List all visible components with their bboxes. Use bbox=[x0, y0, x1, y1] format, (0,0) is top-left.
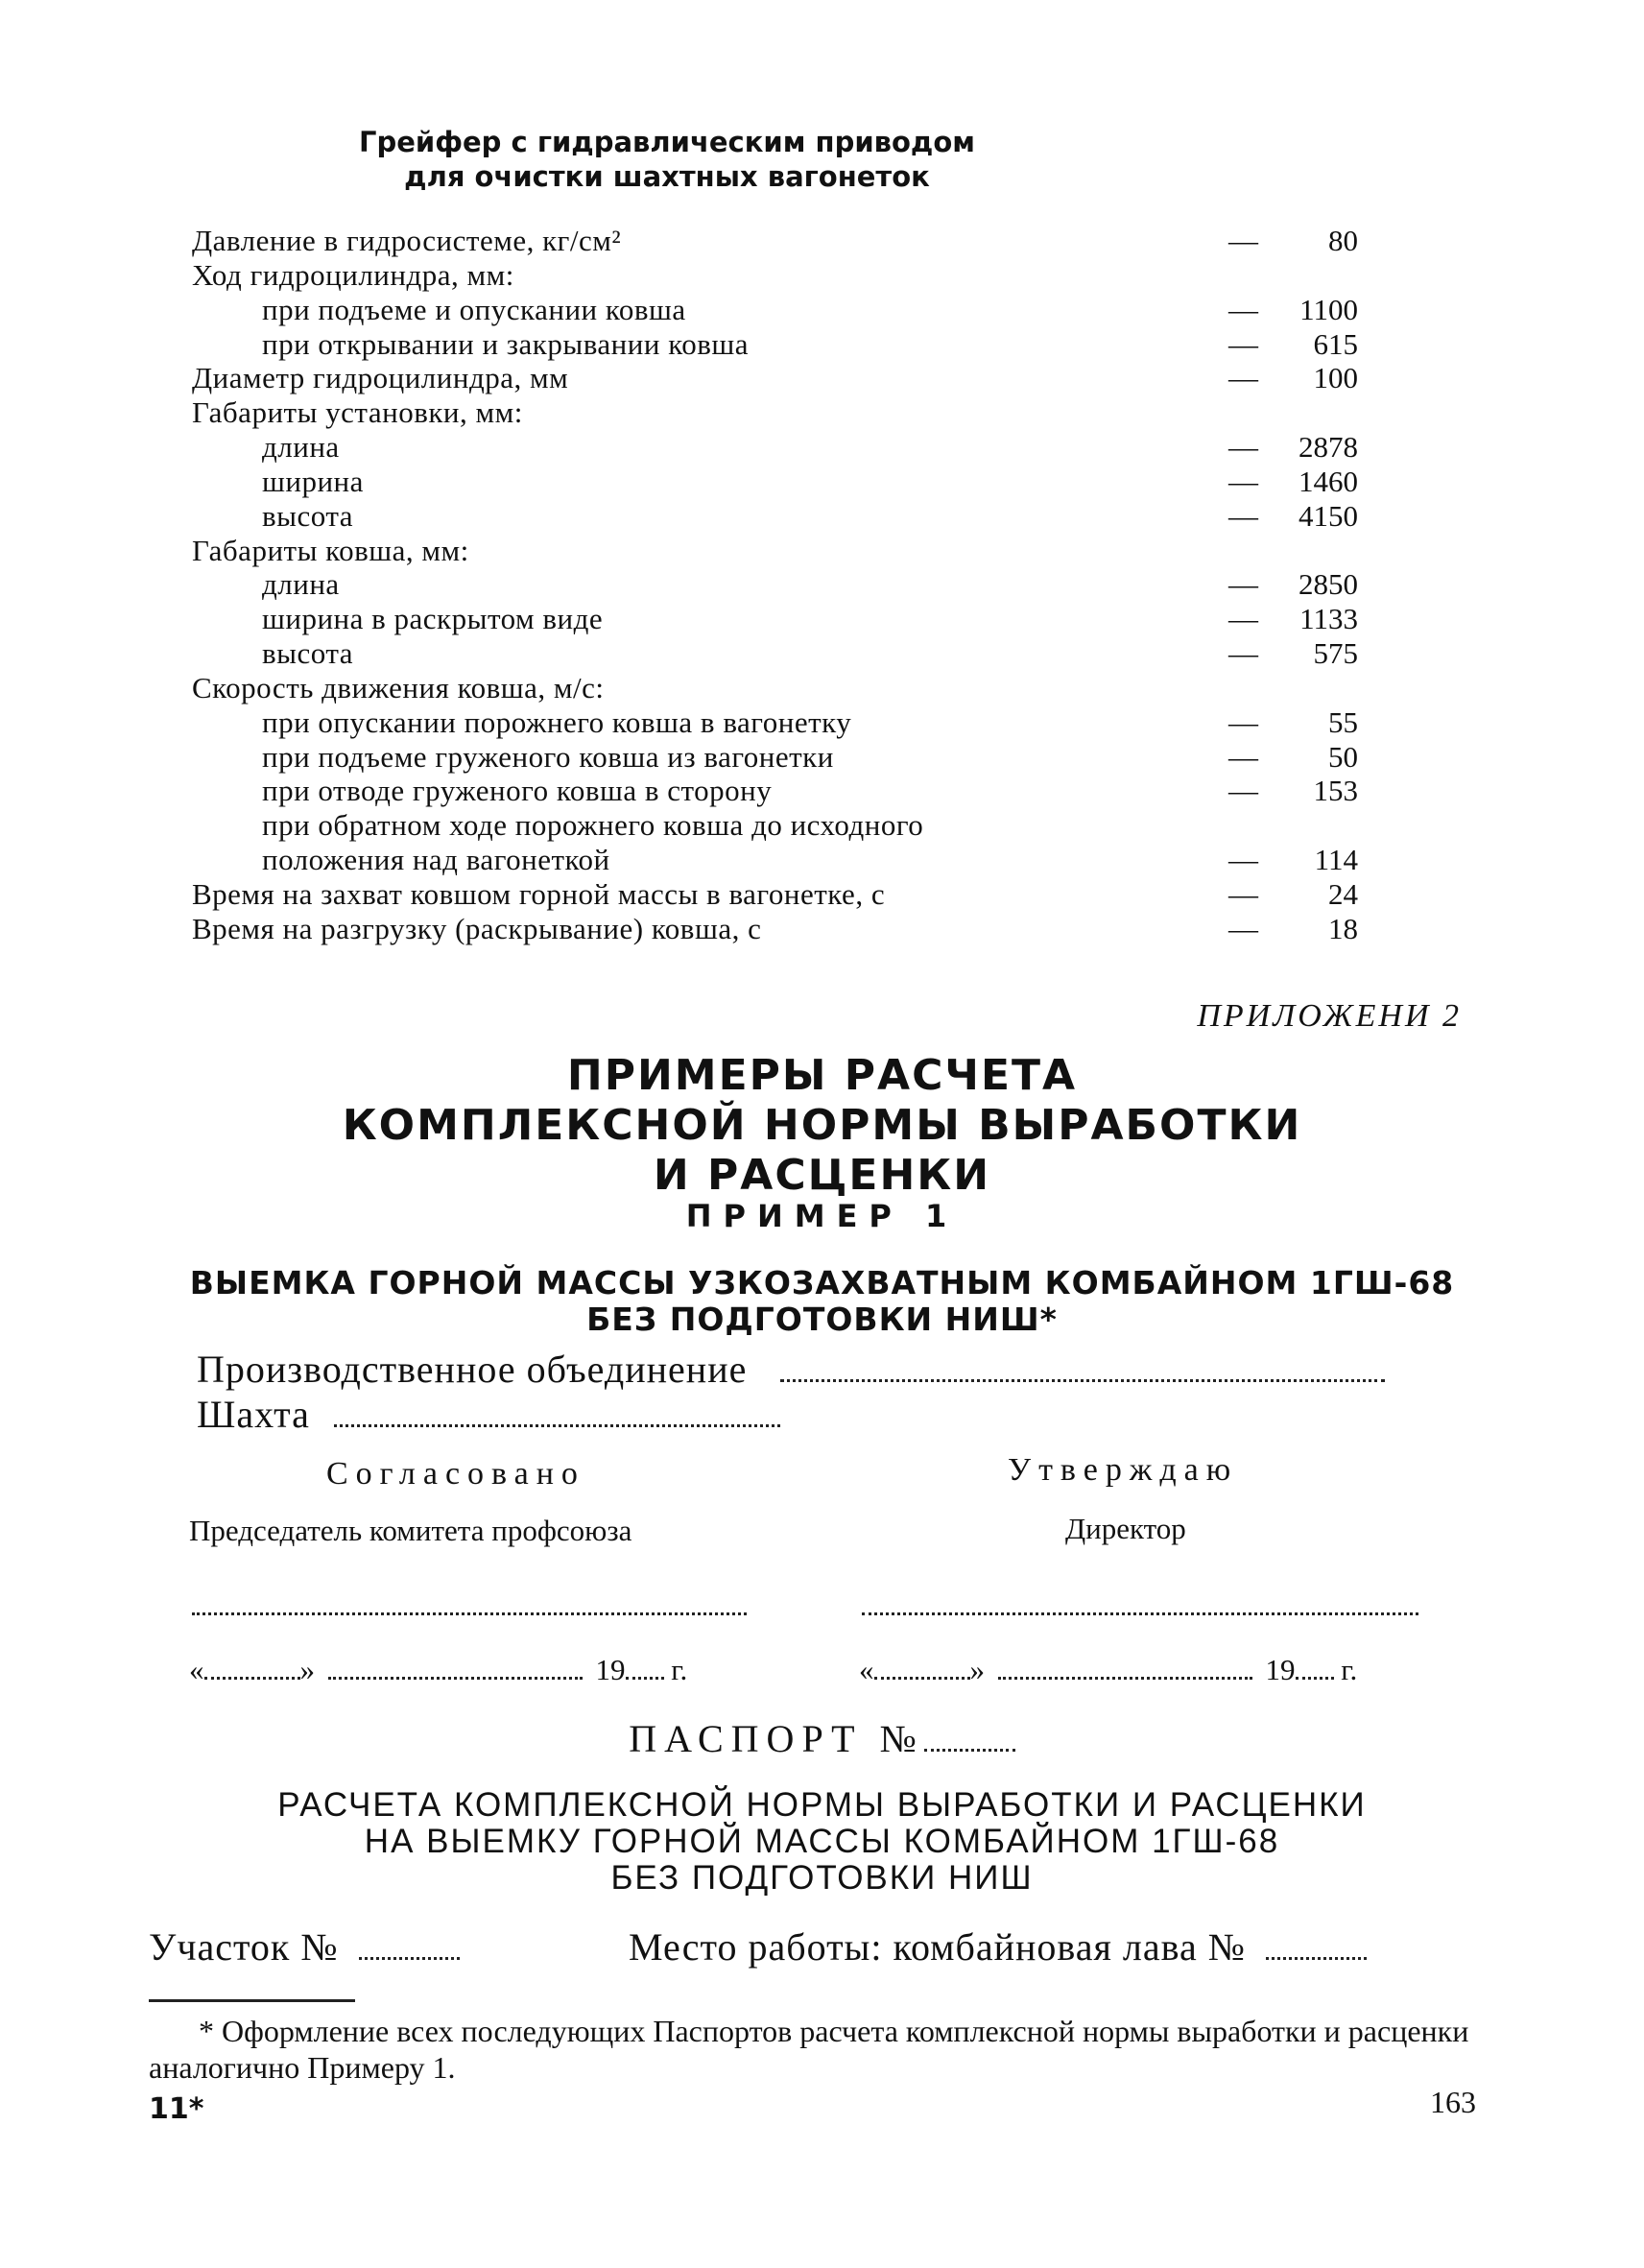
director-year-field[interactable] bbox=[1296, 1673, 1334, 1680]
spec-value: 1100 bbox=[1299, 293, 1358, 326]
passport-title bbox=[0, 1787, 1644, 1897]
chairman-day-field[interactable] bbox=[204, 1673, 300, 1680]
example-title-line-1: ВЫЕМКА ГОРНОЙ МАССЫ УЗКОЗАХВАТНЫМ КОМБАЙНОМ 1ГШ-68 bbox=[189, 1264, 1455, 1301]
spec-row bbox=[192, 430, 1358, 465]
director-month-field[interactable] bbox=[998, 1673, 1252, 1680]
section-title-line-1: Грейфер с гидравлическим приводом bbox=[359, 126, 975, 158]
workplace-label: Место работы: комбайновая лава № bbox=[629, 1925, 1246, 1969]
passport-number-field[interactable] bbox=[924, 1745, 1015, 1752]
section-title bbox=[0, 125, 1334, 194]
spec-label: при опускании порожнего ковша в вагонетку bbox=[262, 705, 852, 739]
spec-row bbox=[192, 671, 1358, 705]
spec-value: 50 bbox=[1328, 740, 1358, 774]
approve-label: Утверждаю bbox=[1008, 1452, 1239, 1488]
spec-row bbox=[192, 534, 1358, 568]
passport-title-line-3: БЕЗ ПОДГОТОВКИ НИШ bbox=[610, 1859, 1034, 1897]
year-prefix: 19 bbox=[1265, 1653, 1296, 1686]
spec-row bbox=[192, 808, 1358, 843]
spec-label: длина bbox=[262, 567, 340, 601]
year-prefix: 19 bbox=[595, 1653, 626, 1686]
spec-row bbox=[192, 395, 1358, 430]
spec-value: 4150 bbox=[1299, 499, 1358, 533]
spec-row bbox=[192, 224, 1358, 258]
mine-label: Шахта bbox=[197, 1393, 310, 1436]
spec-label: ширина bbox=[262, 465, 364, 498]
association-label: Производственное объединение bbox=[197, 1348, 748, 1391]
spec-label: положения над вагонеткой bbox=[262, 843, 610, 876]
close-quote: » bbox=[969, 1653, 985, 1686]
spec-value: 114 bbox=[1314, 843, 1358, 876]
association-line bbox=[197, 1347, 1385, 1392]
main-title bbox=[0, 1051, 1644, 1201]
spec-row bbox=[192, 293, 1358, 327]
open-quote: « bbox=[189, 1653, 204, 1686]
spec-label: Диаметр гидроцилиндра, мм bbox=[192, 361, 569, 394]
spec-row bbox=[192, 774, 1358, 808]
spec-dash: — bbox=[1228, 705, 1258, 739]
spec-value: 615 bbox=[1313, 327, 1358, 361]
chairman-year-field[interactable] bbox=[626, 1673, 664, 1680]
association-field[interactable] bbox=[780, 1375, 1385, 1382]
spec-label: при обратном ходе порожнего ковша до исходного bbox=[262, 808, 924, 842]
spec-row bbox=[192, 361, 1358, 395]
spec-dash: — bbox=[1228, 636, 1258, 670]
chairman-date-line bbox=[189, 1653, 687, 1687]
signature-mark: 11* bbox=[149, 2092, 204, 2126]
spec-row bbox=[192, 465, 1358, 499]
spec-label: Время на разгрузку (раскрывание) ковша, с bbox=[192, 912, 762, 945]
spec-value: 24 bbox=[1328, 877, 1358, 911]
spec-value: 1133 bbox=[1299, 602, 1358, 635]
spec-row bbox=[192, 877, 1358, 912]
page-number: 163 bbox=[1430, 2085, 1476, 2119]
spec-dash: — bbox=[1228, 499, 1258, 533]
director-label: Директор bbox=[1065, 1512, 1186, 1545]
mine-line bbox=[197, 1392, 780, 1437]
spec-row bbox=[192, 843, 1358, 877]
spec-dash: — bbox=[1228, 567, 1258, 601]
spec-label: при отводе груженого ковша в сторону bbox=[262, 774, 773, 807]
passport-title-line-2: НА ВЫЕМКУ ГОРНОЙ МАССЫ КОМБАЙНОМ 1ГШ-68 bbox=[364, 1823, 1280, 1860]
spec-dash: — bbox=[1228, 912, 1258, 945]
footnote-divider bbox=[149, 1999, 355, 2002]
spec-value: 2850 bbox=[1299, 567, 1358, 601]
example-title bbox=[0, 1265, 1644, 1338]
director-date-line bbox=[859, 1653, 1357, 1687]
section-title-line-2: для очистки шахтных вагонеток bbox=[404, 160, 930, 193]
passport-title-line-1: РАСЧЕТА КОМПЛЕКСНОЙ НОРМЫ ВЫРАБОТКИ И РАСЦЕНКИ bbox=[277, 1786, 1367, 1824]
spec-label: Габариты ковша, мм: bbox=[192, 534, 469, 567]
passport-label: ПАСПОРТ № bbox=[629, 1717, 924, 1760]
spec-row bbox=[192, 499, 1358, 534]
chairman-label: Председатель комитета профсоюза bbox=[189, 1514, 632, 1547]
appendix-label: ПРИЛОЖЕНИ 2 bbox=[1197, 998, 1462, 1034]
spec-dash: — bbox=[1228, 224, 1258, 257]
spec-label: Ход гидроцилиндра, мм: bbox=[192, 258, 514, 292]
spec-dash: — bbox=[1228, 327, 1258, 361]
spec-label: ширина в раскрытом виде bbox=[262, 602, 604, 635]
main-title-line-1: ПРИМЕРЫ РАСЧЕТА bbox=[566, 1051, 1078, 1100]
spec-value: 55 bbox=[1328, 705, 1358, 739]
spec-row bbox=[192, 912, 1358, 946]
spec-label: Габариты установки, мм: bbox=[192, 395, 523, 429]
main-title-line-2: КОМПЛЕКСНОЙ НОРМЫ ВЫРАБОТКИ bbox=[342, 1101, 1302, 1150]
workplace-number-field[interactable] bbox=[1266, 1953, 1367, 1960]
section-number-field[interactable] bbox=[359, 1953, 460, 1960]
chairman-signature-field[interactable] bbox=[192, 1609, 747, 1615]
footnote: * Оформление всех последующих Паспортов расчета комплексной нормы выработки и расценки аналогично Примеру 1. bbox=[149, 2014, 1469, 2085]
example-label: ПРИМЕР 1 bbox=[685, 1198, 959, 1234]
mine-field[interactable] bbox=[334, 1420, 780, 1427]
spec-dash: — bbox=[1228, 293, 1258, 326]
spec-label: Давление в гидросистеме, кг/см² bbox=[192, 224, 622, 257]
director-day-field[interactable] bbox=[874, 1673, 970, 1680]
spec-value: 1460 bbox=[1299, 465, 1358, 498]
director-signature-field[interactable] bbox=[862, 1609, 1418, 1615]
spec-row bbox=[192, 327, 1358, 362]
spec-label: Время на захват ковшом горной массы в вагонетке, с bbox=[192, 877, 886, 911]
spec-label: при подъеме и опускании ковша bbox=[262, 293, 686, 326]
close-quote: » bbox=[299, 1653, 315, 1686]
spec-label: Скорость движения ковша, м/с: bbox=[192, 671, 605, 704]
spec-dash: — bbox=[1228, 877, 1258, 911]
spec-label: при открывании и закрывании ковша bbox=[262, 327, 749, 361]
spec-dash: — bbox=[1228, 465, 1258, 498]
spec-value: 575 bbox=[1313, 636, 1358, 670]
workplace-line bbox=[629, 1924, 1367, 1970]
spec-row bbox=[192, 636, 1358, 671]
spec-value: 80 bbox=[1328, 224, 1358, 257]
section-number-label: Участок № bbox=[149, 1925, 339, 1969]
spec-dash: — bbox=[1228, 430, 1258, 464]
spec-value: 2878 bbox=[1299, 430, 1358, 464]
example-title-line-2: БЕЗ ПОДГОТОВКИ НИШ* bbox=[586, 1301, 1058, 1338]
chairman-month-field[interactable] bbox=[328, 1673, 583, 1680]
spec-row bbox=[192, 740, 1358, 775]
agreed-label: Согласовано bbox=[326, 1456, 585, 1492]
year-suffix: г. bbox=[671, 1653, 688, 1686]
year-suffix: г. bbox=[1341, 1653, 1358, 1686]
spec-dash: — bbox=[1228, 361, 1258, 394]
spec-dash: — bbox=[1228, 602, 1258, 635]
spec-row bbox=[192, 567, 1358, 602]
spec-label: высота bbox=[262, 636, 354, 670]
spec-row bbox=[192, 602, 1358, 636]
spec-dash: — bbox=[1228, 740, 1258, 774]
spec-value: 100 bbox=[1313, 361, 1358, 394]
spec-dash: — bbox=[1228, 774, 1258, 807]
spec-row bbox=[192, 705, 1358, 740]
spec-label: высота bbox=[262, 499, 354, 533]
open-quote: « bbox=[859, 1653, 874, 1686]
main-title-line-3: И РАСЦЕНКИ bbox=[653, 1151, 991, 1200]
passport-heading bbox=[0, 1716, 1644, 1761]
spec-label: при подъеме груженого ковша из вагонетки bbox=[262, 740, 834, 774]
spec-value: 153 bbox=[1313, 774, 1358, 807]
spec-label: длина bbox=[262, 430, 340, 464]
spec-row bbox=[192, 258, 1358, 293]
section-number-line bbox=[149, 1924, 460, 1970]
spec-value: 18 bbox=[1328, 912, 1358, 945]
spec-dash: — bbox=[1228, 843, 1258, 876]
